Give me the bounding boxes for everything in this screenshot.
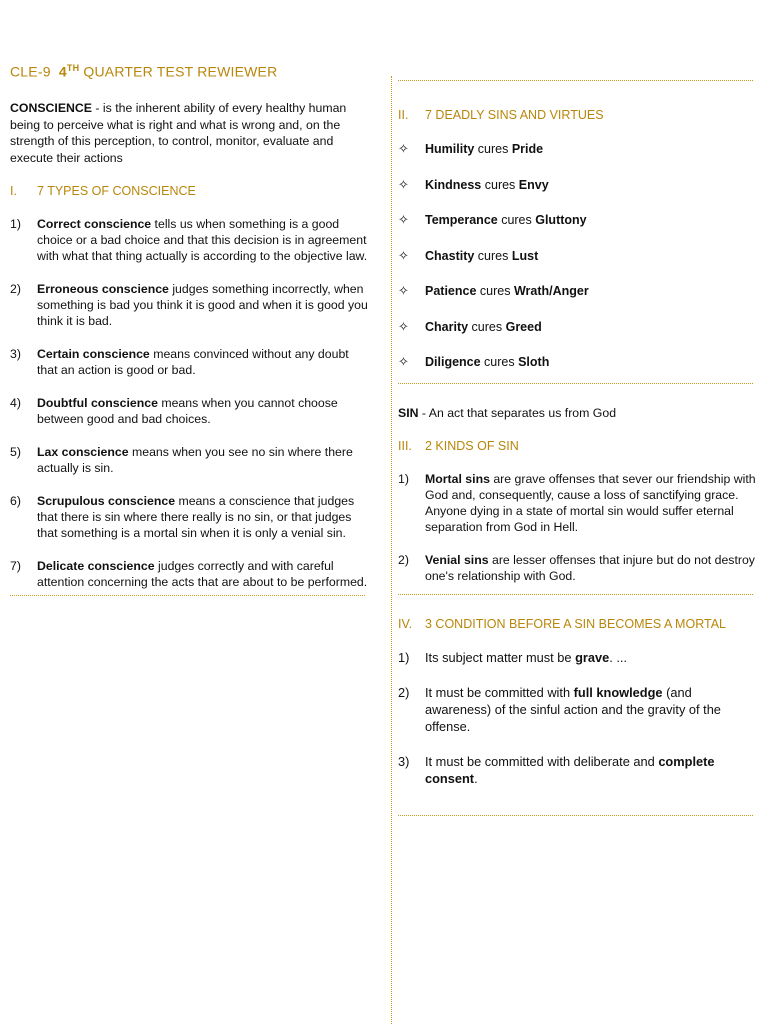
list-item: 2) It must be committed with full knowledge (and awareness) of the sinful action and the gravity of the offense. bbox=[398, 685, 721, 734]
conscience-term: CONSCIENCE bbox=[10, 101, 92, 115]
list-item: 2) Venial sins are lesser offenses that injure but do not destroy one's relationship with God. bbox=[398, 553, 755, 583]
section-heading-kinds: III. 2 KINDS OF SIN bbox=[398, 439, 519, 453]
list-item: ✧ Diligence cures Sloth bbox=[398, 354, 550, 369]
list-item: 1) Correct conscience tells us when something is a good choice or a bad choice and that this decision is in agreement with what that thing actually is according to the objective law. bbox=[10, 217, 368, 263]
dotted-divider bbox=[398, 383, 753, 384]
title-number: 4 bbox=[58, 63, 67, 80]
section-roman: I. bbox=[10, 184, 17, 198]
left-column bbox=[10, 100, 370, 596]
star-icon: ✧ bbox=[398, 318, 409, 334]
list-item: ✧ Temperance cures Gluttony bbox=[398, 212, 587, 227]
list-item: 5) Lax conscience means when you see no sin where there actually is sin. bbox=[10, 445, 353, 475]
list-item: 3) Certain conscience means convinced without any doubt that an action is good or bad. bbox=[10, 347, 349, 377]
star-icon: ✧ bbox=[398, 283, 409, 298]
star-icon: ✧ bbox=[398, 354, 409, 369]
list-item: ✧ Humility cures Pride bbox=[398, 141, 544, 156]
star-icon: ✧ bbox=[398, 141, 409, 156]
star-icon: ✧ bbox=[398, 176, 409, 192]
star-icon: ✧ bbox=[398, 247, 409, 263]
list-item: 4) Doubtful conscience means when you cannot choose between good and bad choices. bbox=[10, 396, 338, 426]
section-heading-conditions: IV. 3 CONDITION BEFORE A SIN BECOMES A MORTAL bbox=[398, 617, 726, 631]
list-item: 7) Delicate conscience judges correctly and with careful attention concerning the acts that are about to be performed. bbox=[10, 559, 368, 589]
star-icon: ✧ bbox=[398, 212, 409, 227]
dotted-divider bbox=[398, 594, 753, 595]
kinds-list bbox=[398, 471, 760, 584]
title-rest: QUARTER TEST REWIEWER bbox=[83, 63, 278, 80]
list-item: 6) Scrupulous conscience means a conscience that judges that there is sin where there really is no sin, or that judges that something is a mortal sin when it is only a venial sin. bbox=[10, 494, 355, 540]
list-item: ✧ Chastity cures Lust bbox=[398, 247, 539, 263]
page-title bbox=[10, 63, 277, 80]
list-item: 1) Mortal sins are grave offenses that sever our friendship with God and, consequently, cause a loss of sanctifying grace. Anyone dying in a state of mortal sin would suffer eternal separation from God in Hell. bbox=[398, 472, 756, 534]
list-item: ✧ Patience cures Wrath/Anger bbox=[398, 283, 589, 298]
dotted-divider bbox=[398, 815, 753, 816]
title-prefix: CLE-9 bbox=[10, 63, 51, 80]
dotted-divider bbox=[398, 80, 753, 81]
list-item: ✧ Charity cures Greed bbox=[398, 318, 542, 334]
right-column bbox=[398, 80, 760, 816]
conscience-text: - is the inherent ability of every healthy human being to perceive what is right and what is wrong and, on the strength of this perception, to control, monitor, evaluate and execute their actions bbox=[10, 101, 347, 165]
conscience-definition bbox=[10, 100, 370, 166]
dotted-divider bbox=[10, 595, 365, 596]
section-title: 7 TYPES OF CONSCIENCE bbox=[37, 184, 196, 198]
conditions-list bbox=[398, 649, 760, 787]
list-item: 2) Erroneous conscience judges something incorrectly, when something is bad you think it is good and when it is good you think it is bad. bbox=[10, 282, 368, 328]
list-item: 3) It must be committed with deliberate and complete consent. bbox=[398, 754, 715, 786]
sin-definition: SIN - An act that separates us from God bbox=[398, 406, 617, 420]
list-item: ✧ Kindness cures Envy bbox=[398, 176, 549, 192]
section-heading-sins: II. 7 DEADLY SINS AND VIRTUES bbox=[398, 108, 604, 122]
types-list bbox=[10, 216, 370, 590]
virtues-list bbox=[398, 140, 760, 371]
section-heading-types bbox=[10, 184, 370, 198]
list-item: 1) Its subject matter must be grave. ... bbox=[398, 650, 628, 665]
column-divider bbox=[391, 76, 392, 1024]
title-sup: TH bbox=[66, 63, 80, 73]
